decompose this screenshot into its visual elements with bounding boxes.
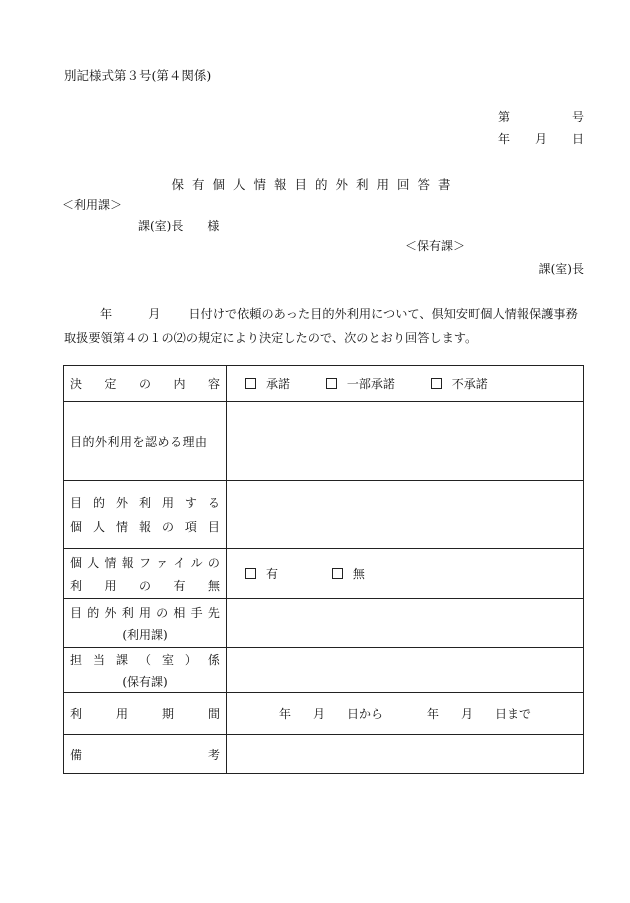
file-use-options	[227, 549, 584, 599]
label-decision-text-char: 決	[70, 377, 83, 391]
label-items-line2-char: 報	[138, 520, 151, 534]
label-recipient-line1-char: の	[156, 605, 169, 620]
issue-date-year: 年	[498, 132, 511, 146]
label-file-use-line1-char: 人	[87, 555, 100, 570]
label-items-line2-char: 項	[184, 520, 197, 534]
label-recipient-line1-char: 利	[121, 605, 134, 620]
label-period-text	[70, 705, 220, 722]
answer-table	[63, 365, 584, 774]
recipient-field[interactable]	[227, 599, 584, 648]
body-text: 日付けで依頼のあった目的外利用について、倶知安町個人情報保護事務取扱要領第４の１の⑵の規定により決定したので、次のとおり回答します。	[64, 307, 578, 345]
remarks-field[interactable]	[227, 735, 584, 774]
label-decision-text	[70, 375, 220, 392]
checkbox-no[interactable]	[332, 568, 343, 579]
label-charge-line1-char: 当	[92, 652, 105, 667]
label-charge-sub: (保有課)	[122, 674, 168, 689]
period-field[interactable]	[227, 693, 584, 735]
row-recipient	[64, 599, 584, 648]
row-charge	[64, 648, 584, 693]
reason-field[interactable]	[227, 402, 584, 481]
label-remarks-text	[70, 746, 220, 763]
label-charge	[64, 648, 227, 693]
label-file-use-line2-char: 利	[70, 578, 83, 593]
document-number-go: 号	[571, 110, 584, 124]
label-file-use-line1	[70, 554, 220, 571]
label-period-text-char: 利	[70, 707, 83, 721]
label-recipient-line1-char: 外	[104, 605, 117, 620]
document-number	[498, 108, 584, 125]
label-recipient-line1-char: 手	[190, 605, 203, 620]
label-charge-line1-char: ）	[184, 652, 197, 667]
label-file-use-line1-char: ル	[190, 555, 203, 570]
label-file-use-line1-char: ァ	[156, 555, 169, 570]
period-to-day: 日まで	[495, 707, 532, 721]
label-period	[64, 693, 227, 735]
option-approve[interactable]	[245, 377, 290, 391]
label-file-use-line1-char: フ	[138, 555, 151, 570]
label-decision-text-char: の	[138, 377, 151, 391]
label-remarks-text-char: 考	[207, 747, 220, 762]
label-items-line1-char: る	[207, 496, 220, 510]
holding-dept-label: ＜保有課＞	[405, 239, 466, 253]
label-items-line2	[70, 518, 220, 535]
label-period-text-char: 用	[115, 707, 128, 721]
label-items-line1-char: 用	[161, 496, 174, 510]
label-charge-line1-char: 課	[115, 652, 128, 667]
label-recipient-line1-char: 用	[138, 605, 151, 620]
label-file-use-line1-char: 情	[104, 555, 117, 570]
requesting-dept-label: ＜利用課＞	[62, 198, 123, 212]
label-items-line2-char: 人	[92, 520, 105, 534]
label-recipient-sub: (利用課)	[122, 627, 168, 642]
label-period-text-char: 期	[161, 707, 174, 721]
label-period-text-char: 間	[207, 707, 220, 721]
items-field[interactable]	[227, 481, 584, 549]
label-recipient-line1-char: 的	[87, 605, 100, 620]
label-decision-text-char: 容	[207, 377, 220, 391]
option-yes[interactable]	[245, 567, 278, 581]
label-recipient-line1-char: 先	[207, 605, 220, 620]
requesting-chief: 課(室)長 様	[138, 219, 220, 233]
label-recipient	[64, 599, 227, 648]
decision-options	[227, 366, 584, 402]
label-items	[64, 481, 227, 549]
label-file-use-line1-char: 報	[121, 555, 134, 570]
label-decision-text-char: 定	[104, 377, 117, 391]
row-items	[64, 481, 584, 549]
label-charge-line1-char: （	[138, 652, 151, 667]
label-charge-line1-char: 室	[161, 652, 174, 667]
label-reason-text: 目的外利用を認める理由	[70, 434, 208, 449]
label-file-use-line1-char: の	[207, 555, 220, 570]
label-items-line1-char: 利	[138, 496, 151, 510]
label-recipient-line1	[70, 604, 220, 621]
checkbox-reject[interactable]	[431, 378, 442, 389]
label-items-line2-char: 個	[70, 520, 83, 534]
label-items-line2-char: の	[161, 520, 174, 534]
document-title: 保有個人情報目的外利用回答書	[171, 177, 459, 192]
option-reject-label: 不承諾	[451, 377, 488, 391]
row-reason	[64, 402, 584, 481]
issue-date-day: 日	[571, 132, 584, 146]
period-from-month: 月	[312, 707, 325, 721]
label-remarks	[64, 735, 227, 774]
label-recipient-line1-char: 相	[173, 605, 186, 620]
label-items-line1-char: 的	[92, 496, 105, 510]
label-charge-line1-char: 担	[70, 652, 83, 667]
period-from-day: 日から	[346, 707, 383, 721]
label-file-use-line2	[70, 577, 220, 594]
checkbox-approve[interactable]	[245, 378, 256, 389]
option-partial-label: 一部承諾	[346, 377, 395, 391]
document-number-dai: 第	[498, 110, 511, 124]
label-charge-line1	[70, 651, 220, 668]
body-month: 月	[148, 307, 161, 321]
label-file-use-line2-char: の	[138, 578, 151, 593]
label-file-use-line2-char: 有	[173, 578, 186, 593]
label-items-line1	[70, 494, 220, 511]
label-items-line1-char: 目	[70, 496, 83, 510]
label-file-use-line1-char: 個	[70, 555, 83, 570]
period-to-year: 年	[427, 707, 440, 721]
charge-field[interactable]	[227, 648, 584, 693]
label-remarks-text-char: 備	[70, 747, 83, 762]
label-reason	[64, 402, 227, 481]
label-recipient-line1-char: 目	[70, 605, 83, 620]
period-to-month: 月	[461, 707, 474, 721]
label-decision-text-char: 内	[173, 377, 186, 391]
label-items-line1-char: 外	[115, 496, 128, 510]
row-remarks	[64, 735, 584, 774]
option-no[interactable]	[332, 567, 365, 581]
label-items-line2-char: 情	[115, 520, 128, 534]
label-file-use	[64, 549, 227, 599]
option-yes-label: 有	[266, 567, 279, 581]
holding-chief: 課(室)長	[538, 262, 584, 276]
row-decision	[64, 366, 584, 402]
label-decision	[64, 366, 227, 402]
option-no-label: 無	[352, 567, 365, 581]
label-file-use-line2-char: 用	[104, 578, 117, 593]
row-period	[64, 693, 584, 735]
body-year: 年	[100, 307, 113, 321]
label-file-use-line2-char: 無	[207, 578, 220, 593]
checkbox-partial[interactable]	[326, 378, 337, 389]
checkbox-yes[interactable]	[245, 568, 256, 579]
option-partial[interactable]	[326, 377, 395, 391]
form-number: 別記様式第３号(第４関係)	[64, 68, 212, 83]
row-file-use	[64, 549, 584, 599]
label-file-use-line1-char: イ	[173, 555, 186, 570]
option-reject[interactable]	[431, 377, 488, 391]
body-paragraph	[64, 302, 584, 350]
label-items-line1-char: す	[184, 496, 197, 510]
label-charge-line1-char: 係	[207, 652, 220, 667]
label-items-line2-char: 目	[207, 520, 220, 534]
option-approve-label: 承諾	[266, 377, 291, 391]
issue-date-month: 月	[534, 132, 547, 146]
issue-date	[498, 130, 584, 147]
period-from-year: 年	[278, 707, 291, 721]
